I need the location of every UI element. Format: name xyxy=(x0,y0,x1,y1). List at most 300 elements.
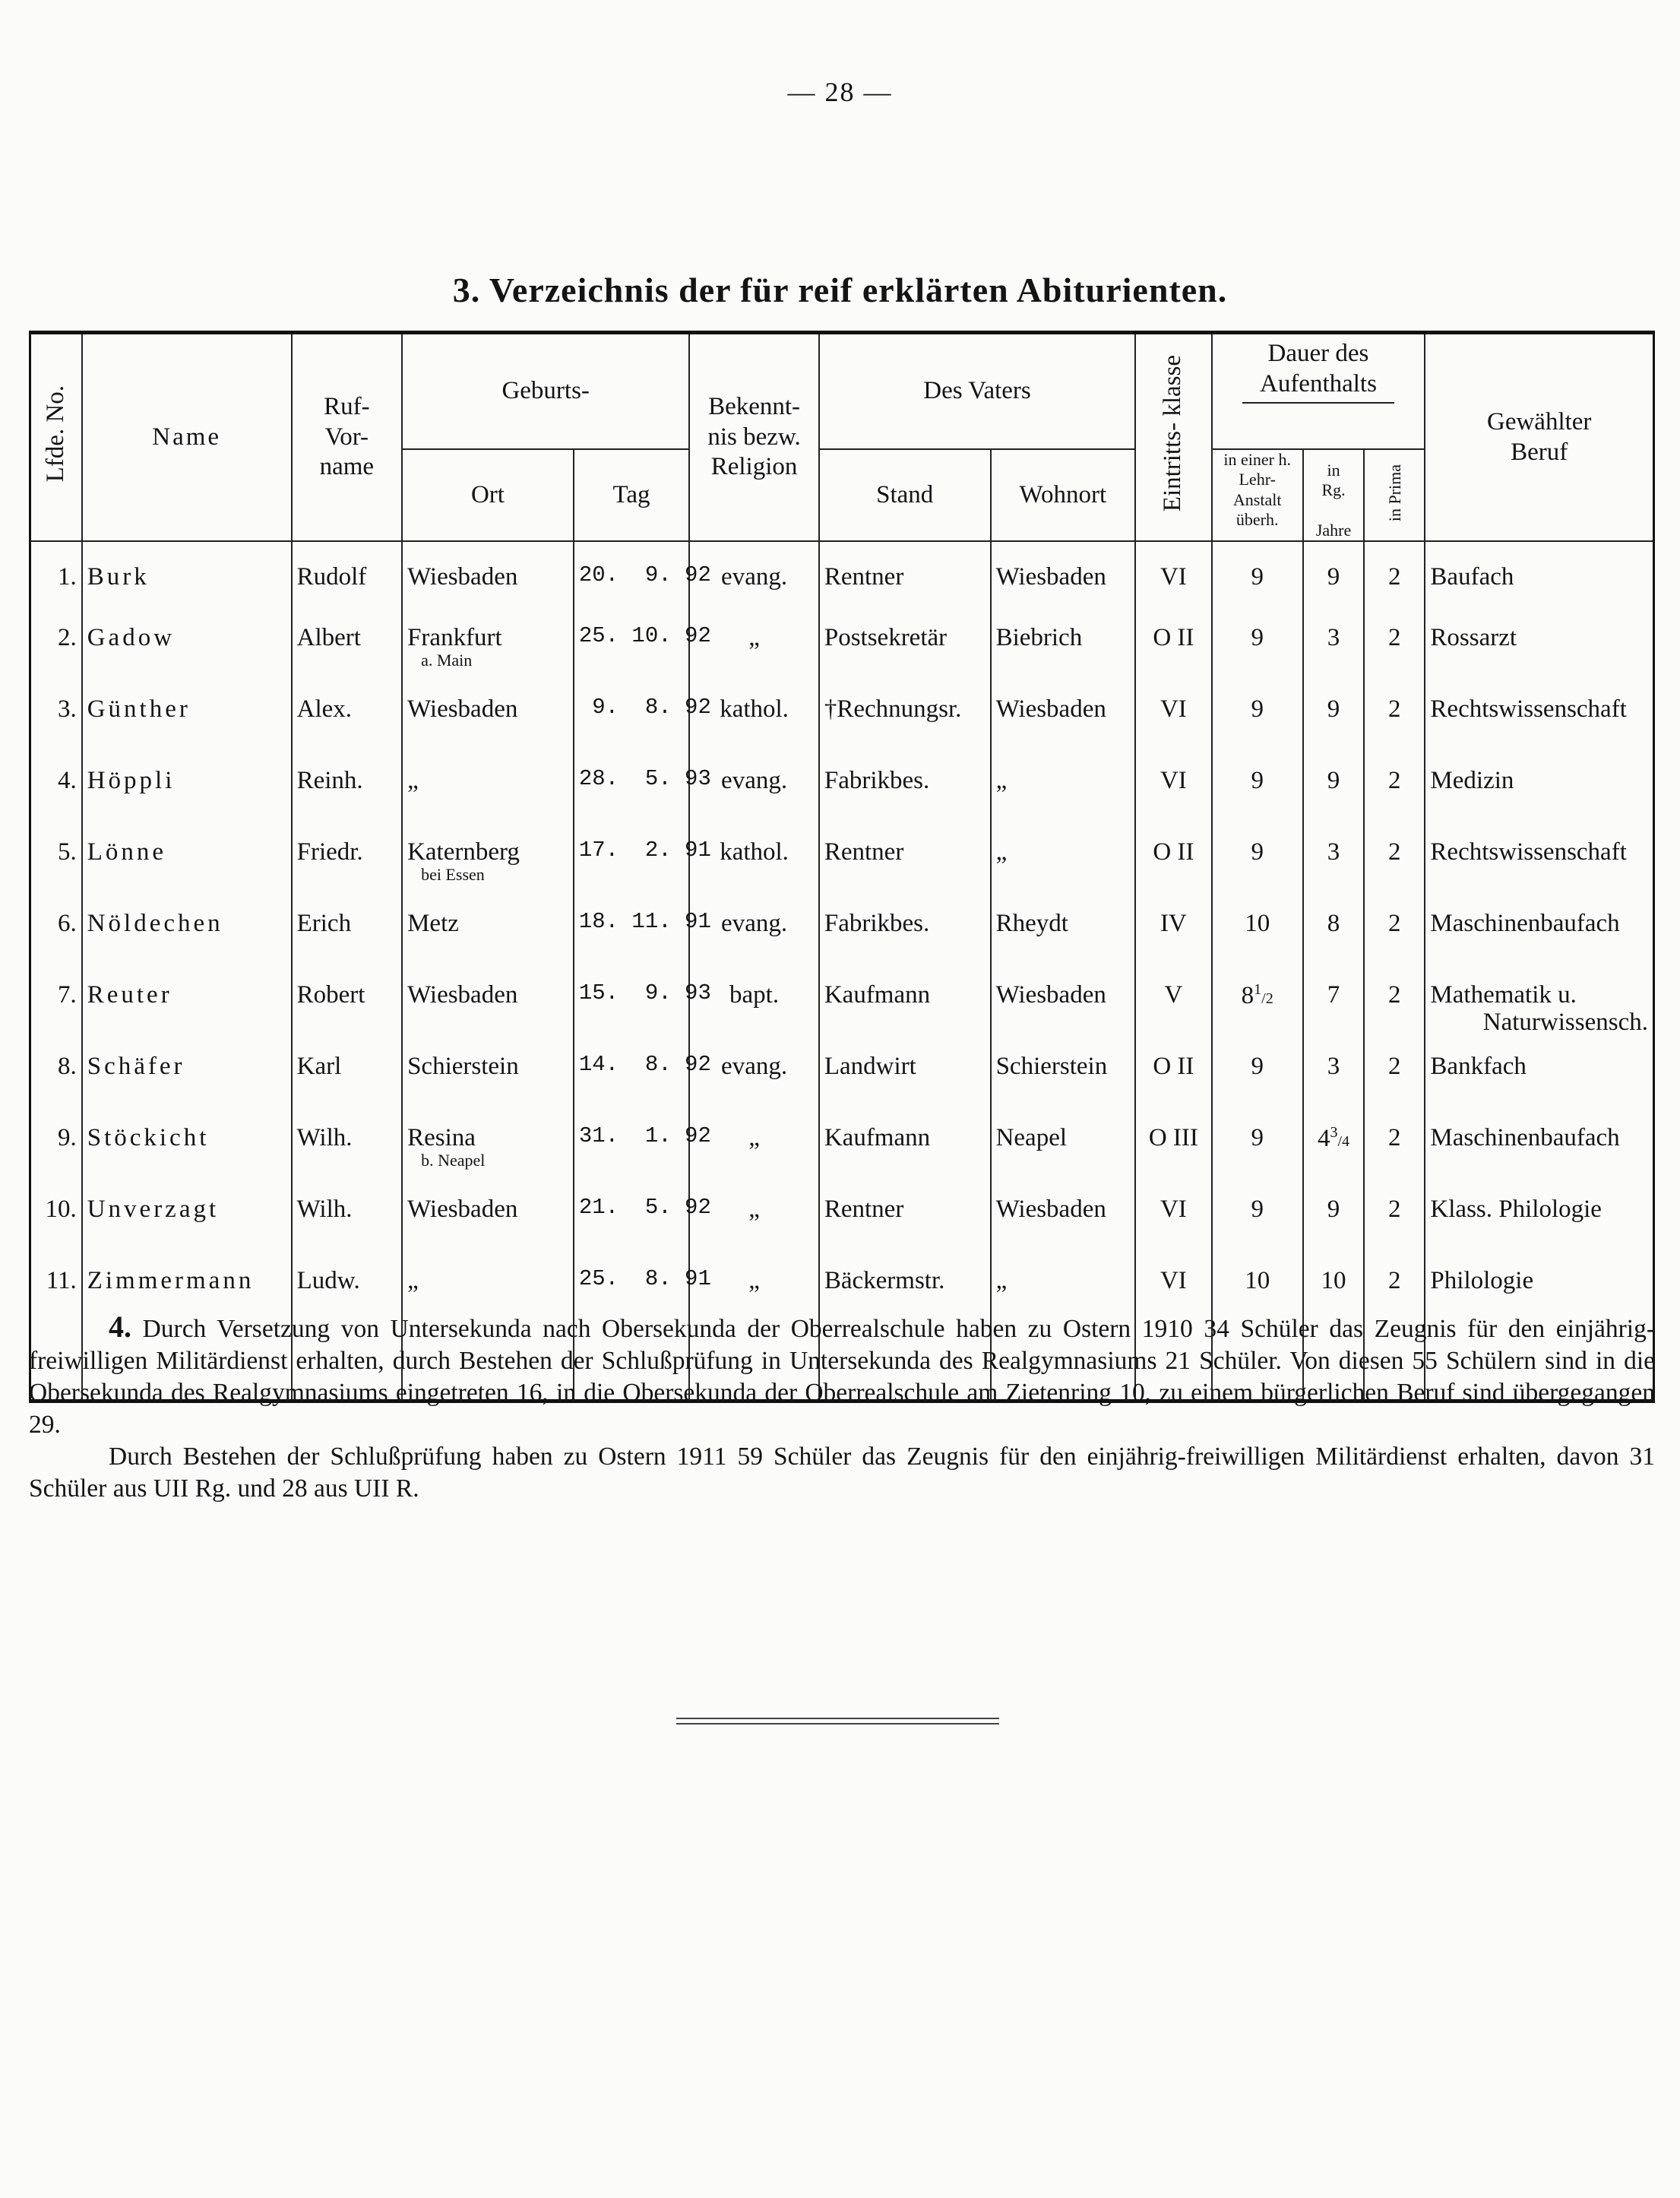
header-des-vaters: Des Vaters xyxy=(819,333,1135,450)
vater-stand-cell xyxy=(819,756,991,828)
eintrittsklasse: O II xyxy=(1153,838,1194,866)
dauer-prima: 2 xyxy=(1388,1196,1401,1224)
vater-stand: †Rechnungsr. xyxy=(824,695,962,724)
beruf-cell xyxy=(1425,828,1653,899)
student-name-cell xyxy=(82,1113,292,1185)
eintrittsklasse: O II xyxy=(1153,624,1194,652)
row-number-cell xyxy=(30,1185,82,1256)
eintrittsklasse: O III xyxy=(1148,1124,1198,1152)
student-name: Schäfer xyxy=(87,1053,185,1081)
header-wohnort: Wohnort xyxy=(991,449,1136,541)
rufvorname: Robert xyxy=(296,981,365,1009)
dauer-rg-cell xyxy=(1303,1042,1364,1113)
geburtstag-cell xyxy=(574,899,711,971)
eintrittsklasse-cell xyxy=(1135,828,1211,899)
dauer-prima: 2 xyxy=(1388,910,1401,938)
dauer-prima-cell xyxy=(1364,971,1425,1042)
geburtstag: 25. 10. 92 xyxy=(578,623,711,649)
beruf: Klass. Philologie xyxy=(1430,1196,1602,1224)
rufvorname-cell xyxy=(292,613,402,685)
vater-stand: Rentner xyxy=(824,838,904,866)
rufvorname-cell xyxy=(292,971,402,1042)
student-name-cell xyxy=(82,828,292,899)
section-4-para-1-text: Durch Versetzung von Untersekunda nach Obersekunda der Oberrealschule haben zu Ostern 1910 34 Schüler das Zeugnis für den einjährig-freiwilligen Militärdienst erhalten, durch Bestehen der Schlußprüfung in Untersekunda des Realgymnasiums 21 Schüler. Von diesen 55 Schülern sind in die Obersekunda des Realgymnasiums eingetreten 16, in die Obersekunda der Oberrealschule am Zietenring 10, zu einem bürgerlichen Beruf sind übergegangen 29. xyxy=(29,1315,1655,1439)
beruf: Mathematik u. xyxy=(1430,981,1577,1009)
dauer-rg-cell xyxy=(1303,756,1364,828)
vater-wohnort-cell xyxy=(991,613,1136,685)
row-number: 7. xyxy=(57,981,77,1009)
geburtstag-cell xyxy=(574,1113,711,1185)
eintrittsklasse: VI xyxy=(1160,1267,1187,1295)
vater-stand: Fabrikbes. xyxy=(824,910,930,938)
dauer-rg: 3 xyxy=(1327,838,1340,866)
row-number: 5. xyxy=(57,838,77,866)
religion: evang. xyxy=(721,910,788,938)
row-number: 1. xyxy=(57,563,77,591)
dauer-prima-cell xyxy=(1364,613,1425,685)
row-number: 2. xyxy=(57,624,77,652)
dauer-anstalt: 9 xyxy=(1251,1124,1264,1152)
dauer-rg-cell xyxy=(1303,613,1364,685)
beruf: Maschinenbaufach xyxy=(1430,910,1620,938)
geburtsort: Wiesbaden xyxy=(407,695,518,724)
dauer-prima: 2 xyxy=(1388,1053,1401,1081)
eintrittsklasse-cell xyxy=(1135,1042,1211,1113)
dauer-anstalt: 9 xyxy=(1251,838,1264,866)
row-number-cell xyxy=(30,1042,82,1113)
vater-wohnort: „ xyxy=(995,838,1008,866)
rufvorname-cell xyxy=(292,1113,402,1185)
row-number: 9. xyxy=(57,1124,77,1152)
geburtsort: Metz xyxy=(407,910,459,938)
geburtsort-detail: bei Essen xyxy=(421,865,485,885)
vater-wohnort-cell xyxy=(991,1113,1136,1185)
vater-wohnort: Wiesbaden xyxy=(995,1196,1106,1224)
rufvorname: Albert xyxy=(296,624,361,652)
student-name: Unverzagt xyxy=(87,1196,220,1224)
eintrittsklasse-cell xyxy=(1135,971,1211,1042)
header-tag: Tag xyxy=(574,449,689,541)
table-row xyxy=(30,541,1654,613)
dauer-rg: 9 xyxy=(1327,563,1340,591)
dauer-anstalt: 9 xyxy=(1251,1053,1264,1081)
dauer-anstalt-cell xyxy=(1212,1042,1303,1113)
rufvorname-cell xyxy=(292,1042,402,1113)
dauer-prima-cell xyxy=(1364,899,1425,971)
beruf: Philologie xyxy=(1430,1267,1534,1295)
geburtsort: Wiesbaden xyxy=(407,981,518,1009)
geburtsort: Schierstein xyxy=(407,1053,519,1081)
beruf: Bankfach xyxy=(1430,1053,1527,1081)
header-stand: Stand xyxy=(819,449,991,541)
dauer-anstalt-cell xyxy=(1212,541,1303,613)
vater-stand-cell xyxy=(819,1042,991,1113)
vater-wohnort-cell xyxy=(991,685,1136,756)
vater-stand: Landwirt xyxy=(824,1053,916,1081)
header-ort: Ort xyxy=(402,449,574,541)
student-name: Burk xyxy=(87,563,150,591)
page-number: — 28 — xyxy=(787,77,893,107)
header-name: Name xyxy=(82,333,292,542)
geburtsort: Wiesbaden xyxy=(407,563,518,591)
dauer-anstalt-cell xyxy=(1212,971,1303,1042)
geburtsort-cell xyxy=(402,828,574,899)
eintrittsklasse-cell xyxy=(1135,756,1211,828)
dauer-prima: 2 xyxy=(1388,838,1401,866)
row-number: 11. xyxy=(46,1267,77,1295)
student-name-cell xyxy=(82,541,292,613)
dauer-prima: 2 xyxy=(1388,563,1401,591)
geburtsort: Resina xyxy=(407,1124,476,1152)
beruf-cell xyxy=(1425,971,1653,1042)
dauer-prima: 2 xyxy=(1388,695,1401,724)
rufvorname: Rudolf xyxy=(296,563,367,591)
table-row xyxy=(30,1113,1654,1185)
geburtsort-cell xyxy=(402,1113,574,1185)
student-name: Gadow xyxy=(87,624,176,652)
rufvorname: Alex. xyxy=(296,695,353,724)
eintrittsklasse-cell xyxy=(1135,541,1211,613)
beruf-cell xyxy=(1425,1185,1653,1256)
geburtsort: Frankfurt xyxy=(407,624,502,652)
geburtstag-cell xyxy=(574,756,711,828)
vater-wohnort: Rheydt xyxy=(995,910,1068,938)
section-title: 3. Verzeichnis der für reif erklärten Abiturienten. xyxy=(452,271,1228,309)
dauer-anstalt-cell xyxy=(1212,1113,1303,1185)
eintrittsklasse-cell xyxy=(1135,613,1211,685)
fraction-denominator: /4 xyxy=(1337,1133,1350,1151)
religion: „ xyxy=(748,1196,760,1224)
row-number-cell xyxy=(30,899,82,971)
student-name-cell xyxy=(82,971,292,1042)
beruf-cell xyxy=(1425,685,1653,756)
vater-wohnort-cell xyxy=(991,541,1136,613)
beruf: Rechtswissenschaft xyxy=(1430,838,1627,866)
eintrittsklasse: VI xyxy=(1160,695,1187,724)
row-number-cell xyxy=(30,685,82,756)
end-rule-bottom xyxy=(676,1723,999,1725)
vater-stand: Kaufmann xyxy=(824,981,931,1009)
table-row xyxy=(30,899,1654,971)
religion: „ xyxy=(748,624,760,652)
religion: „ xyxy=(748,1267,760,1295)
geburtstag-cell xyxy=(574,971,711,1042)
geburtsort-detail: a. Main xyxy=(421,651,473,670)
dauer-prima-cell xyxy=(1364,1113,1425,1185)
student-name: Reuter xyxy=(87,981,172,1009)
geburtsort-cell xyxy=(402,685,574,756)
religion: kathol. xyxy=(720,695,789,724)
row-number-cell xyxy=(30,971,82,1042)
header-beruf: Gewählter Beruf xyxy=(1425,333,1653,542)
row-number-cell xyxy=(30,756,82,828)
geburtsort-cell xyxy=(402,899,574,971)
dauer-rg-cell xyxy=(1303,899,1364,971)
dauer-anstalt-cell xyxy=(1212,613,1303,685)
vater-stand: Rentner xyxy=(824,563,904,591)
geburtsort: „ xyxy=(407,1267,419,1295)
vater-stand-cell xyxy=(819,971,991,1042)
vater-stand-cell xyxy=(819,541,991,613)
dauer-anstalt: 9 xyxy=(1251,767,1264,795)
dauer-anstalt-cell xyxy=(1212,685,1303,756)
table-row xyxy=(30,828,1654,899)
beruf: Rossarzt xyxy=(1430,624,1517,652)
student-name: Höppli xyxy=(87,767,176,795)
vater-wohnort: „ xyxy=(995,1267,1008,1295)
eintrittsklasse-cell xyxy=(1135,1185,1211,1256)
row-number: 4. xyxy=(57,767,77,795)
dauer-anstalt: 9 xyxy=(1251,695,1264,724)
geburtstag-cell xyxy=(574,541,711,613)
row-number: 6. xyxy=(57,910,77,938)
vater-wohnort-cell xyxy=(991,1042,1136,1113)
geburtstag: 31. 1. 92 xyxy=(578,1123,711,1149)
fraction-numerator: 3 xyxy=(1330,1124,1338,1142)
row-number-cell xyxy=(30,613,82,685)
vater-stand: Kaufmann xyxy=(824,1124,931,1152)
dauer-rg: 9 xyxy=(1327,767,1340,795)
eintrittsklasse-cell xyxy=(1135,1113,1211,1185)
fraction-numerator: 1 xyxy=(1254,981,1262,999)
vater-wohnort: Neapel xyxy=(995,1124,1068,1152)
geburtstag: 25. 8. 91 xyxy=(578,1266,711,1292)
beruf: Maschinenbaufach xyxy=(1430,1124,1620,1152)
vater-wohnort: Wiesbaden xyxy=(995,981,1106,1009)
header-in-prima: in Prima xyxy=(1364,449,1425,541)
vater-stand-cell xyxy=(819,1185,991,1256)
rufvorname: Ludw. xyxy=(296,1267,360,1295)
religion: evang. xyxy=(721,563,788,591)
header-lfde-no: Lfde. No. xyxy=(30,333,82,542)
table-row xyxy=(30,613,1654,685)
dauer-prima: 2 xyxy=(1388,1124,1401,1152)
geburtsort-detail: b. Neapel xyxy=(421,1151,486,1170)
dauer-anstalt: 9 xyxy=(1251,1196,1264,1224)
dauer-anstalt: 10 xyxy=(1245,1267,1270,1295)
dauer-rg: 8 xyxy=(1327,910,1340,938)
dauer-anstalt: 8 xyxy=(1241,982,1254,1010)
geburtstag: 17. 2. 91 xyxy=(578,838,711,863)
section-4-para-2: Durch Bestehen der Schlußprüfung haben zu Ostern 1911 59 Schüler das Zeugnis für den einjährig-freiwilligen Militärdienst erhalten, davon 31 Schüler aus UII Rg. und 28 aus UII R. xyxy=(29,1443,1655,1503)
eintrittsklasse: IV xyxy=(1160,910,1187,938)
end-rule-top xyxy=(676,1718,999,1719)
vater-wohnort-cell xyxy=(991,828,1136,899)
vater-stand: Bäckermstr. xyxy=(824,1267,945,1295)
beruf-cell xyxy=(1425,1042,1653,1113)
table-row xyxy=(30,756,1654,828)
rufvorname-cell xyxy=(292,1185,402,1256)
geburtstag: 28. 5. 93 xyxy=(578,766,711,792)
beruf: Rechtswissenschaft xyxy=(1430,695,1627,724)
student-name-cell xyxy=(82,899,292,971)
section-4 xyxy=(29,1311,1655,1505)
vater-wohnort-cell xyxy=(991,899,1136,971)
dauer-rg-cell xyxy=(1303,1185,1364,1256)
vater-wohnort-cell xyxy=(991,756,1136,828)
dauer-anstalt: 9 xyxy=(1251,624,1264,652)
geburtsort: Katernberg xyxy=(407,838,520,866)
student-name-cell xyxy=(82,613,292,685)
beruf: Medizin xyxy=(1430,767,1514,795)
geburtstag-cell xyxy=(574,1185,711,1256)
dauer-prima-cell xyxy=(1364,756,1425,828)
beruf: Baufach xyxy=(1430,563,1514,591)
student-name: Zimmermann xyxy=(87,1267,255,1295)
dauer-prima: 2 xyxy=(1388,767,1401,795)
geburtstag-cell xyxy=(574,613,711,685)
header-jahre: Jahre xyxy=(1315,520,1352,540)
dauer-rg-cell xyxy=(1303,541,1364,613)
table-row xyxy=(30,685,1654,756)
beruf-cell xyxy=(1425,541,1653,613)
student-name: Lönne xyxy=(87,838,167,866)
fraction-denominator: /2 xyxy=(1261,990,1273,1008)
rufvorname: Friedr. xyxy=(296,838,363,866)
eintrittsklasse: O II xyxy=(1153,1053,1194,1081)
vater-wohnort: Biebrich xyxy=(995,624,1083,652)
dauer-rg: 9 xyxy=(1327,695,1340,724)
geburtsort-cell xyxy=(402,1185,574,1256)
student-name-cell xyxy=(82,685,292,756)
geburtstag-cell xyxy=(574,828,711,899)
eintrittsklasse-cell xyxy=(1135,685,1211,756)
dauer-prima: 2 xyxy=(1388,624,1401,652)
dauer-anstalt-cell xyxy=(1212,828,1303,899)
geburtstag: 9. 8. 92 xyxy=(578,695,711,721)
eintrittsklasse: VI xyxy=(1160,767,1187,795)
geburtsort: „ xyxy=(407,767,419,795)
vater-wohnort-cell xyxy=(991,971,1136,1042)
student-name: Günther xyxy=(87,695,191,724)
vater-stand-cell xyxy=(819,899,991,971)
dauer-rg: 3 xyxy=(1327,1053,1340,1081)
dauer-rg-cell xyxy=(1303,971,1364,1042)
vater-stand: Fabrikbes. xyxy=(824,767,930,795)
dauer-prima: 2 xyxy=(1388,1267,1401,1295)
rufvorname: Karl xyxy=(296,1053,342,1081)
rufvorname: Erich xyxy=(296,910,352,938)
dauer-rg-cell xyxy=(1303,1113,1364,1185)
beruf-cell xyxy=(1425,613,1653,685)
student-name-cell xyxy=(82,756,292,828)
vater-stand: Rentner xyxy=(824,1196,904,1224)
header-rufvorname: Ruf- Vor- name xyxy=(292,333,402,542)
beruf-continued: Naturwissensch. xyxy=(1482,1009,1648,1037)
dauer-rg: 10 xyxy=(1321,1267,1346,1295)
header-in-einer: in einer h. Lehr- Anstalt überh. xyxy=(1212,449,1303,541)
table-row xyxy=(30,971,1654,1042)
table-row xyxy=(30,1185,1654,1256)
vater-stand-cell xyxy=(819,613,991,685)
rufvorname-cell xyxy=(292,828,402,899)
dauer-rg: 3 xyxy=(1327,624,1340,652)
dauer-prima-cell xyxy=(1364,828,1425,899)
eintrittsklasse: VI xyxy=(1160,563,1187,591)
header-dauer: Dauer des Aufenthalts xyxy=(1212,333,1425,450)
rufvorname: Wilh. xyxy=(296,1124,353,1152)
geburtstag: 15. 9. 93 xyxy=(578,980,711,1006)
geburtsort: Wiesbaden xyxy=(407,1196,518,1224)
vater-stand: Postsekretär xyxy=(824,624,948,652)
header-eintrittsklasse: Eintritts- klasse xyxy=(1135,333,1211,542)
vater-stand-cell xyxy=(819,1113,991,1185)
dauer-rg: 7 xyxy=(1327,981,1340,1009)
dauer-anstalt-cell xyxy=(1212,756,1303,828)
geburtstag: 20. 9. 92 xyxy=(578,562,711,588)
religion: evang. xyxy=(721,1053,788,1081)
vater-wohnort: Wiesbaden xyxy=(995,695,1106,724)
geburtstag-cell xyxy=(574,685,711,756)
beruf-cell xyxy=(1425,1113,1653,1185)
rufvorname-cell xyxy=(292,541,402,613)
dauer-prima-cell xyxy=(1364,1042,1425,1113)
geburtstag: 14. 8. 92 xyxy=(578,1052,711,1078)
vater-wohnort: Schierstein xyxy=(995,1053,1108,1081)
abiturienten-table xyxy=(29,331,1655,1403)
dauer-rg-cell xyxy=(1303,685,1364,756)
header-bekenntnis: Bekennt- nis bezw. Religion xyxy=(689,333,819,542)
row-number-cell xyxy=(30,828,82,899)
eintrittsklasse: V xyxy=(1164,981,1183,1009)
dauer-anstalt: 9 xyxy=(1251,563,1264,591)
dauer-anstalt-cell xyxy=(1212,1185,1303,1256)
religion: „ xyxy=(748,1124,760,1152)
vater-wohnort: „ xyxy=(995,767,1008,795)
dauer-anstalt-cell xyxy=(1212,899,1303,971)
table-row xyxy=(30,1042,1654,1113)
section-4-para-1 xyxy=(29,1311,1655,1441)
dauer-anstalt: 10 xyxy=(1245,910,1270,938)
beruf-cell xyxy=(1425,756,1653,828)
geburtsort-cell xyxy=(402,756,574,828)
geburtstag: 21. 5. 92 xyxy=(578,1195,711,1221)
eintrittsklasse-cell xyxy=(1135,899,1211,971)
geburtstag: 18. 11. 91 xyxy=(578,909,711,935)
vater-wohnort: Wiesbaden xyxy=(995,563,1106,591)
dauer-rg-cell xyxy=(1303,828,1364,899)
rufvorname-cell xyxy=(292,685,402,756)
dauer-prima-cell xyxy=(1364,1185,1425,1256)
geburtsort-cell xyxy=(402,613,574,685)
dauer-prima-cell xyxy=(1364,685,1425,756)
row-number: 8. xyxy=(57,1053,77,1081)
section-4-number: 4. xyxy=(109,1310,131,1344)
row-number-cell xyxy=(30,1113,82,1185)
geburtsort-cell xyxy=(402,971,574,1042)
dauer-prima-cell xyxy=(1364,541,1425,613)
student-name: Stöckicht xyxy=(87,1124,210,1152)
header-in-rg: in Rg. Jahre xyxy=(1303,449,1364,541)
student-name-cell xyxy=(82,1185,292,1256)
row-number-cell xyxy=(30,541,82,613)
vater-wohnort-cell xyxy=(991,1185,1136,1256)
eintrittsklasse: VI xyxy=(1160,1196,1187,1224)
rufvorname-cell xyxy=(292,899,402,971)
dauer-rg: 9 xyxy=(1327,1196,1340,1224)
rufvorname: Reinh. xyxy=(296,767,363,795)
geburtsort-cell xyxy=(402,541,574,613)
rufvorname-cell xyxy=(292,756,402,828)
header-geburts: Geburts- xyxy=(402,333,689,450)
geburtsort-cell xyxy=(402,1042,574,1113)
dauer-prima: 2 xyxy=(1388,981,1401,1009)
vater-stand-cell xyxy=(819,828,991,899)
religion: kathol. xyxy=(720,838,789,866)
student-name-cell xyxy=(82,1042,292,1113)
religion: evang. xyxy=(721,767,788,795)
religion: bapt. xyxy=(729,981,780,1009)
